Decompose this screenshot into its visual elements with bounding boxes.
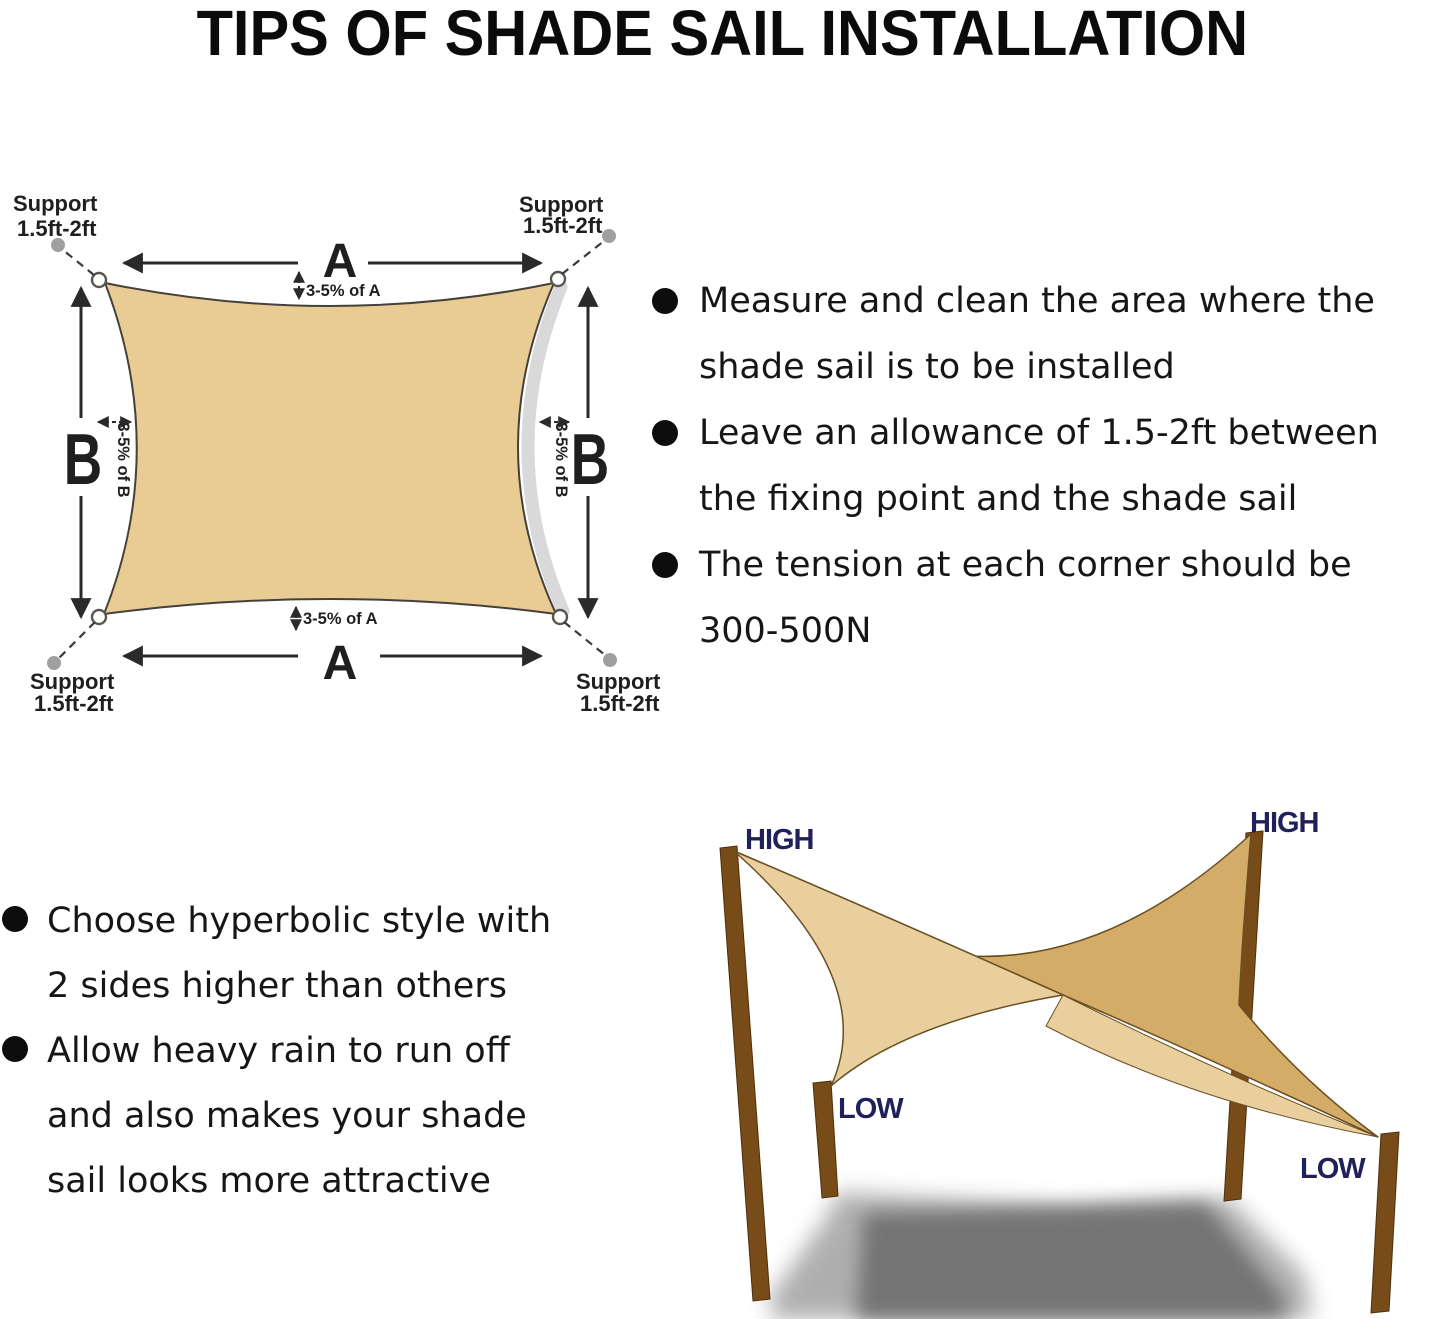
tips-list-left bbox=[2, 889, 652, 1214]
tip-text bbox=[699, 532, 1352, 664]
sag-label-bottom: 3-5% of A bbox=[303, 610, 378, 628]
tip-line: shade sail is to be installed bbox=[699, 347, 1175, 387]
sag-label-right: 3-5% of B bbox=[552, 422, 570, 498]
tip-text bbox=[47, 889, 551, 1019]
tip-line: The tension at each corner should be bbox=[699, 545, 1352, 585]
page-title-text: TIPS OF SHADE SAIL INSTALLATION bbox=[196, 0, 1249, 69]
bullet-icon bbox=[2, 906, 28, 932]
tip-text bbox=[47, 1019, 527, 1214]
tips-list-right bbox=[652, 268, 1445, 664]
bullet-icon bbox=[652, 288, 678, 314]
tip-line: Leave an allowance of 1.5-2ft between bbox=[699, 413, 1379, 453]
support-label-bottom-right: Support bbox=[576, 669, 660, 694]
support-label-top-left: Support bbox=[13, 191, 98, 216]
support-distance-bottom-right: 1.5ft-2ft bbox=[580, 691, 660, 716]
tip-line: Choose hyperbolic style with bbox=[47, 901, 552, 941]
bullet-icon bbox=[652, 420, 678, 446]
sail-dimension-diagram bbox=[0, 170, 660, 750]
support-dashline-top-left bbox=[63, 250, 94, 275]
page-title bbox=[0, 0, 1445, 70]
support-label-top-right: Support bbox=[519, 192, 604, 217]
post-low-right bbox=[1371, 1132, 1399, 1313]
post-low-left bbox=[813, 1081, 838, 1198]
bullet-icon bbox=[652, 552, 678, 578]
label-low-left: LOW bbox=[838, 1093, 903, 1125]
tip-line: Measure and clean the area where the bbox=[699, 281, 1375, 321]
support-dot-top-right bbox=[602, 229, 616, 243]
tip-line: 300-500N bbox=[699, 611, 872, 651]
dim-label-b-right-wrap bbox=[571, 420, 609, 500]
list-item bbox=[2, 889, 652, 1019]
shade-sail-shape bbox=[104, 283, 556, 614]
hyperbolic-install-illustration bbox=[660, 770, 1445, 1319]
bullet-icon bbox=[2, 1036, 28, 1062]
tip-line: Allow heavy rain to run off bbox=[47, 1031, 510, 1071]
tip-line: sail looks more attractive bbox=[47, 1161, 491, 1201]
support-dashline-bottom-left bbox=[59, 622, 95, 658]
dim-label-b-left-wrap bbox=[64, 420, 102, 500]
dim-label-a-top: A bbox=[322, 235, 358, 288]
label-high-right: HIGH bbox=[1250, 807, 1319, 839]
support-distance-top-right: 1.5ft-2ft bbox=[523, 213, 603, 238]
tip-line: the fixing point and the shade sail bbox=[699, 479, 1298, 519]
post-high-left bbox=[720, 846, 770, 1301]
list-item bbox=[652, 532, 1445, 664]
support-distance-top-left: 1.5ft-2ft bbox=[17, 216, 97, 241]
list-item bbox=[652, 400, 1445, 532]
tip-text bbox=[699, 400, 1379, 532]
dim-label-b-left: B bbox=[63, 420, 103, 500]
label-low-right: LOW bbox=[1300, 1153, 1365, 1185]
corner-ring-top-left bbox=[92, 273, 106, 287]
support-dashline-bottom-right bbox=[564, 622, 605, 655]
support-label-bottom-left: Support bbox=[30, 669, 115, 694]
support-distance-bottom-left: 1.5ft-2ft bbox=[34, 691, 114, 716]
list-item bbox=[652, 268, 1445, 400]
list-item bbox=[2, 1019, 652, 1214]
tip-text bbox=[699, 268, 1375, 400]
tip-line: and also makes your shade bbox=[47, 1096, 527, 1136]
label-high-left: HIGH bbox=[745, 824, 814, 856]
tip-line: 2 sides higher than others bbox=[47, 966, 507, 1006]
sag-label-top: 3-5% of A bbox=[306, 282, 381, 300]
support-dashline-top-right bbox=[562, 241, 604, 274]
dim-label-b-right: B bbox=[570, 420, 610, 500]
sag-label-left: 3-5% of B bbox=[114, 422, 132, 498]
support-dot-bottom-left bbox=[47, 656, 61, 670]
support-dot-bottom-right bbox=[603, 653, 617, 667]
dim-label-a-bottom: A bbox=[322, 637, 358, 690]
